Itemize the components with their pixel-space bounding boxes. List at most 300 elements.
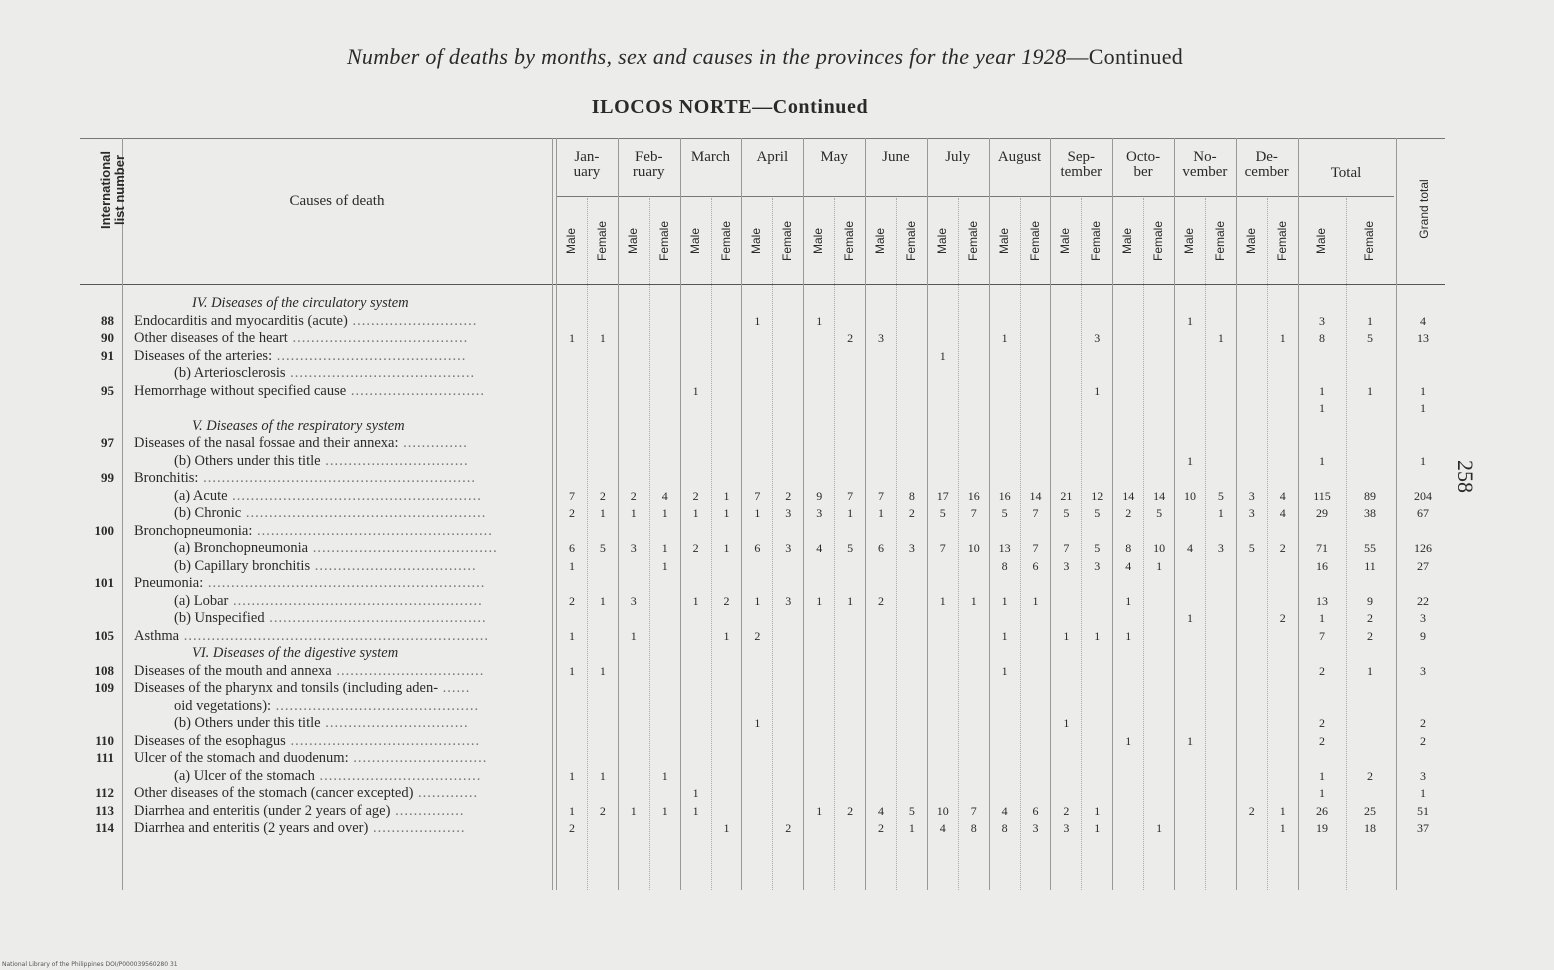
- total-header: Total: [1330, 165, 1362, 181]
- total-male-value: 16: [1316, 558, 1328, 573]
- column-rule: [1298, 138, 1299, 890]
- month-value: 3: [1094, 331, 1101, 345]
- month-value: 4: [1001, 803, 1008, 818]
- month-value: 1: [816, 313, 823, 328]
- month-value: 13: [998, 541, 1011, 555]
- month-value: 4: [1125, 558, 1132, 573]
- cause-text: (b) Chronic: [174, 505, 242, 521]
- male-subheader: Male: [811, 228, 826, 255]
- province-subtitle: ILOCOS NORTE—Continued: [591, 96, 869, 118]
- total-male-value: 115: [1313, 488, 1331, 503]
- month-header: De- cember: [1244, 149, 1289, 180]
- month-value: 1: [847, 506, 854, 520]
- grand-total-value: 2: [1420, 733, 1426, 748]
- male-subheader: Male: [687, 228, 702, 255]
- female-subheader: Female: [965, 221, 980, 262]
- month-value: 1: [1279, 331, 1286, 345]
- month-value: 2: [630, 488, 637, 503]
- month-value: 1: [1187, 611, 1193, 625]
- month-value: 1: [569, 331, 575, 345]
- month-value: 1: [754, 313, 761, 328]
- month-value: 3: [630, 593, 637, 608]
- list-number: 114: [95, 820, 114, 835]
- deaths-table: [80, 138, 1445, 890]
- month-value: 1: [970, 593, 977, 608]
- leader-dots: ......: [438, 680, 471, 696]
- month-value: 3: [1248, 506, 1255, 520]
- total-female-value: 5: [1367, 331, 1373, 345]
- month-header: June: [882, 149, 910, 165]
- female-subheader: Female: [1274, 221, 1289, 262]
- grand-total-value: 3: [1420, 768, 1426, 783]
- cause-label: [134, 384, 485, 398]
- grand-total-value: 13: [1417, 331, 1429, 345]
- month-header: Jan- uary: [573, 149, 601, 180]
- male-subheader: Male: [625, 228, 640, 255]
- total-female-value: 2: [1367, 768, 1373, 783]
- month-value: 3: [816, 506, 823, 520]
- month-value: 17: [936, 488, 949, 503]
- list-number: 113: [95, 802, 114, 818]
- month-value: 1: [1063, 716, 1070, 730]
- month-value: 1: [1156, 821, 1163, 835]
- leader-dots: ...............................................: [264, 610, 487, 626]
- total-male-value: 13: [1316, 593, 1328, 608]
- month-value: 1: [1279, 821, 1286, 835]
- month-value: 1: [1156, 558, 1163, 573]
- list-number: 99: [101, 470, 114, 485]
- month-value: 2: [569, 506, 575, 520]
- cause-text: Bronchopneumonia:: [134, 522, 253, 539]
- grand-total-value: 1: [1420, 453, 1426, 468]
- total-male-value: 3: [1319, 313, 1325, 328]
- month-value: 5: [1156, 506, 1163, 520]
- total-male-value: 1: [1319, 401, 1325, 415]
- grand-total-value: 37: [1417, 821, 1429, 835]
- month-value: 2: [878, 821, 884, 835]
- month-value: 1: [1125, 733, 1132, 748]
- cause-text: V. Diseases of the respiratory system: [192, 417, 405, 434]
- month-value: 5: [847, 541, 854, 555]
- cause-text: Diarrhea and enteritis (under 2 years of age): [134, 802, 391, 819]
- male-subheader: Male: [1120, 228, 1135, 255]
- list-number: 91: [101, 347, 114, 363]
- cause-label: [134, 821, 465, 835]
- total-female-value: 2: [1367, 611, 1373, 625]
- grand-total-value: 22: [1417, 593, 1429, 608]
- cause-label: [134, 786, 478, 800]
- month-value: 1: [1094, 821, 1101, 835]
- leader-dots: ...........................: [347, 312, 478, 329]
- total-male-subheader: Male: [1314, 228, 1328, 255]
- month-value: 4: [878, 803, 884, 818]
- month-value: 6: [754, 541, 761, 555]
- month-value: 4: [1279, 506, 1286, 520]
- month-value: 1: [599, 768, 606, 783]
- month-value: 2: [1248, 803, 1255, 818]
- total-female-value: 55: [1364, 541, 1376, 555]
- month-value: 2: [754, 628, 761, 643]
- grand-rule: [1396, 138, 1397, 890]
- leader-dots: ...............: [390, 802, 465, 819]
- cause-text: Hemorrhage without specified cause: [134, 382, 347, 399]
- month-value: 1: [816, 593, 823, 608]
- month-value: 1: [599, 331, 606, 345]
- list-number: 100: [94, 522, 114, 538]
- female-subheader: Female: [656, 221, 671, 262]
- grand-total-value: 1: [1420, 786, 1426, 800]
- leader-dots: ..................................................................: [179, 627, 489, 644]
- cause-text: Bronchitis:: [134, 470, 199, 486]
- female-subheader: Female: [903, 221, 918, 262]
- cause-label: [134, 751, 487, 765]
- month-header: No- vember: [1182, 149, 1228, 180]
- list-number: 105: [94, 627, 114, 643]
- list-number-header: International list number: [98, 151, 127, 230]
- cause-text: Diseases of the esophagus: [134, 732, 286, 749]
- page-number: 258: [1453, 460, 1478, 493]
- month-value: 1: [630, 803, 637, 818]
- leader-dots: ....................................................: [241, 505, 487, 521]
- female-subheader: Female: [1212, 221, 1227, 262]
- cause-label: [174, 506, 486, 520]
- female-subheader: Female: [718, 221, 733, 262]
- total-split-rule: [1346, 198, 1347, 890]
- total-male-value: 1: [1319, 383, 1325, 398]
- total-male-value: 1: [1319, 611, 1325, 625]
- month-value: 4: [1187, 541, 1193, 555]
- cause-label: [174, 541, 498, 555]
- month-value: 1: [1217, 506, 1224, 520]
- month-value: 1: [569, 803, 575, 818]
- month-value: 7: [1032, 541, 1039, 555]
- cause-label: [174, 769, 481, 783]
- month-value: 14: [1029, 488, 1042, 503]
- cause-text: (a) Ulcer of the stomach: [174, 767, 315, 784]
- month-value: 1: [569, 628, 575, 643]
- cause-label: [174, 559, 477, 573]
- month-value: 10: [936, 803, 949, 818]
- total-female-value: 1: [1367, 313, 1373, 328]
- month-value: 1: [1001, 331, 1008, 345]
- month-value: 1: [816, 803, 823, 818]
- month-value: 2: [1279, 611, 1286, 625]
- month-value: 3: [630, 541, 637, 555]
- month-value: 2: [908, 506, 915, 520]
- cause-label: [174, 699, 479, 713]
- month-value: 1: [1001, 628, 1008, 643]
- cause-text: (b) Unspecified: [174, 610, 265, 626]
- cause-label: [134, 471, 476, 485]
- list-number: 109: [94, 680, 114, 695]
- month-value: 2: [847, 331, 854, 345]
- leader-dots: .............................: [346, 382, 485, 399]
- female-subheader: Female: [1151, 221, 1166, 262]
- cause-text: (b) Others under this title: [174, 715, 321, 731]
- month-value: 2: [1063, 803, 1070, 818]
- month-value: 7: [1063, 541, 1070, 555]
- cause-label: [134, 629, 489, 643]
- cause-label: [134, 314, 477, 328]
- month-value: 1: [692, 593, 699, 608]
- month-value: 2: [692, 541, 699, 555]
- month-value: 1: [754, 506, 761, 520]
- cause-label: [174, 611, 487, 625]
- month-value: 5: [1063, 506, 1070, 520]
- section-heading: [192, 296, 409, 310]
- cause-text: Other diseases of the stomach (cancer excepted): [134, 785, 414, 801]
- month-value: 6: [878, 541, 884, 555]
- month-value: 1: [692, 383, 699, 398]
- grand-total-value: 51: [1417, 803, 1429, 818]
- month-header: Octo- ber: [1126, 149, 1161, 180]
- month-value: 3: [1217, 541, 1224, 555]
- leader-dots: ........................................: [285, 365, 476, 381]
- month-value: 5: [1094, 506, 1101, 520]
- footer-credit: National Library of the Philippines DOI/P000039560280 31: [2, 961, 178, 968]
- male-subheader: Male: [873, 228, 887, 255]
- cause-text: (a) Acute: [174, 487, 228, 504]
- cause-text: Diseases of the nasal fossae and their annexa:: [134, 435, 399, 451]
- month-value: 1: [692, 803, 699, 818]
- month-value: 6: [1032, 803, 1039, 818]
- month-value: 1: [1125, 628, 1132, 643]
- month-value: 8: [1001, 558, 1008, 573]
- month-value: 1: [1217, 331, 1224, 345]
- cause-text: Diseases of the mouth and annexa: [134, 662, 332, 679]
- column-rule: [1174, 138, 1175, 890]
- cause-label: [134, 331, 468, 345]
- female-subheader: Female: [780, 221, 795, 262]
- leader-dots: ...................................................: [252, 522, 493, 539]
- month-value: 10: [967, 541, 980, 555]
- male-subheader: Male: [934, 228, 949, 255]
- total-female-value: 38: [1364, 506, 1376, 520]
- leader-dots: ............................................: [271, 697, 480, 714]
- month-value: 10: [1153, 541, 1166, 555]
- grand-total-value: 1: [1420, 401, 1426, 415]
- cause-text: Endocarditis and myocarditis (acute): [134, 312, 348, 329]
- total-male-value: 7: [1319, 628, 1325, 643]
- month-value: 1: [908, 821, 915, 835]
- month-value: 1: [723, 821, 730, 835]
- month-value: 3: [785, 541, 792, 555]
- cause-label: [134, 681, 470, 695]
- female-subheader: Female: [1027, 221, 1042, 262]
- month-value: 2: [1279, 541, 1286, 555]
- month-value: 6: [569, 541, 575, 555]
- month-value: 7: [754, 488, 761, 503]
- grand-total-value: 4: [1420, 313, 1426, 328]
- month-value: 2: [785, 488, 792, 503]
- list-col-rule: [122, 138, 123, 890]
- month-value: 1: [1279, 803, 1286, 818]
- month-value: 2: [569, 821, 575, 835]
- grand-total-value: 9: [1420, 628, 1426, 643]
- month-value: 1: [754, 593, 761, 608]
- title-continued: —Continued: [1066, 44, 1184, 69]
- male-subheader: Male: [749, 228, 764, 255]
- month-value: 1: [661, 541, 668, 555]
- month-value: 1: [599, 593, 606, 608]
- total-female-value: 89: [1364, 488, 1376, 503]
- total-male-value: 19: [1316, 821, 1328, 835]
- month-value: 7: [569, 488, 575, 503]
- month-value: 2: [723, 593, 730, 608]
- total-female-value: 1: [1367, 383, 1373, 398]
- total-male-value: 8: [1319, 331, 1325, 345]
- month-value: 8: [1001, 821, 1008, 835]
- list-number: 88: [101, 312, 114, 328]
- leader-dots: ......................................: [287, 330, 469, 346]
- month-value: 5: [1217, 488, 1224, 503]
- month-value: 7: [1032, 506, 1039, 520]
- grand-total-value: 2: [1420, 716, 1426, 730]
- cause-label: [134, 436, 468, 450]
- total-male-value: 1: [1319, 453, 1325, 468]
- month-value: 1: [599, 663, 606, 678]
- month-value: 3: [1032, 821, 1039, 835]
- month-value: 1: [661, 506, 668, 520]
- month-value: 7: [847, 488, 854, 503]
- month-value: 1: [1094, 628, 1101, 643]
- leader-dots: ......................................................: [228, 592, 483, 609]
- month-value: 14: [1122, 488, 1135, 503]
- month-header: April: [756, 149, 789, 165]
- section-heading: [192, 419, 405, 433]
- cause-text: oid vegetations):: [174, 697, 272, 714]
- month-value: 1: [630, 628, 637, 643]
- month-value: 2: [599, 488, 606, 503]
- male-subheader: Male: [564, 228, 578, 255]
- month-value: 12: [1091, 488, 1104, 503]
- total-male-value: 2: [1319, 716, 1325, 730]
- cause-label: [134, 664, 484, 678]
- cause-label: [134, 804, 464, 818]
- month-value: 1: [1187, 733, 1193, 748]
- cause-text: Other diseases of the heart: [134, 330, 288, 346]
- cause-label: [134, 734, 480, 748]
- month-value: 1: [723, 628, 730, 643]
- month-value: 5: [1248, 541, 1255, 555]
- leader-dots: ..............: [398, 435, 468, 451]
- month-value: 2: [692, 488, 699, 503]
- month-value: 3: [1063, 821, 1070, 835]
- male-subheader: Male: [1182, 228, 1196, 255]
- section-heading: [192, 646, 398, 660]
- month-value: 1: [661, 768, 668, 783]
- month-value: 21: [1060, 488, 1073, 503]
- month-value: 2: [785, 821, 792, 835]
- month-value: 1: [1187, 313, 1193, 328]
- month-value: 5: [939, 506, 946, 520]
- total-female-value: 2: [1367, 628, 1373, 643]
- cause-label: [174, 489, 482, 503]
- cause-text: Diarrhea and enteritis (2 years and over): [134, 820, 369, 836]
- list-number: 101: [94, 575, 114, 590]
- total-male-value: 26: [1316, 803, 1328, 818]
- list-number: 97: [101, 435, 114, 450]
- month-value: 16: [967, 488, 980, 503]
- total-male-value: 71: [1316, 541, 1328, 555]
- grand-total-header: Grand total: [1417, 179, 1431, 239]
- female-subheader: Female: [842, 221, 857, 262]
- grand-total-value: 27: [1417, 558, 1429, 573]
- month-header: May: [820, 149, 848, 165]
- cause-text: IV. Diseases of the circulatory system: [192, 295, 409, 311]
- page-title: [250, 44, 1280, 70]
- male-subheader: Male: [1058, 228, 1073, 255]
- month-value: 1: [1094, 383, 1101, 398]
- header-bottom-rule: [80, 284, 1445, 285]
- month-value: 10: [1184, 488, 1196, 503]
- cause-text: (b) Arteriosclerosis: [174, 365, 286, 381]
- month-value: 3: [1248, 488, 1255, 503]
- month-value: 7: [970, 506, 977, 520]
- month-value: 1: [1063, 628, 1070, 643]
- month-value: 1: [939, 348, 946, 363]
- leader-dots: ....................: [368, 820, 466, 836]
- total-male-value: 2: [1319, 663, 1325, 678]
- list-number: 108: [94, 662, 114, 678]
- month-value: 1: [723, 541, 730, 555]
- cause-label: [134, 349, 466, 363]
- title-main: Number of deaths by months, sex and causes in the provinces for the year 1928: [346, 44, 1067, 69]
- grand-total-value: 3: [1420, 663, 1426, 678]
- month-value: 2: [1125, 506, 1132, 520]
- month-value: 1: [569, 768, 575, 783]
- month-value: 8: [1125, 541, 1132, 555]
- month-value: 3: [785, 593, 792, 608]
- cause-label: [174, 454, 469, 468]
- month-value: 1: [1094, 803, 1101, 818]
- month-value: 1: [1001, 593, 1008, 608]
- cause-text: Pneumonia:: [134, 575, 204, 591]
- month-value: 1: [939, 593, 946, 608]
- month-value: 7: [878, 488, 884, 503]
- leader-dots: .............................: [348, 750, 488, 766]
- list-number: 95: [101, 382, 114, 398]
- month-value: 16: [998, 488, 1011, 503]
- month-value: 14: [1153, 488, 1166, 503]
- male-subheader: Male: [996, 228, 1011, 255]
- grand-total-value: 126: [1414, 541, 1432, 555]
- list-number: 110: [95, 732, 114, 748]
- month-value: 1: [723, 506, 730, 520]
- causes-header: Causes of death: [289, 193, 385, 209]
- month-value: 1: [723, 488, 730, 503]
- header-top-rule: [80, 138, 1445, 139]
- month-value: 8: [970, 821, 977, 835]
- total-female-value: 9: [1367, 593, 1373, 608]
- month-value: 1: [878, 506, 884, 520]
- total-female-value: 18: [1364, 821, 1376, 835]
- leader-dots: ...................................: [314, 767, 482, 784]
- leader-dots: .........................................: [285, 732, 481, 749]
- month-value: 1: [599, 506, 606, 520]
- total-male-value: 2: [1319, 733, 1325, 748]
- month-value: 1: [661, 803, 668, 818]
- cause-text: (a) Bronchopneumonia: [174, 540, 309, 556]
- cause-col-rule: [552, 138, 553, 890]
- grand-total-value: 204: [1414, 488, 1432, 503]
- list-number: 111: [95, 750, 114, 765]
- month-value: 3: [1063, 558, 1070, 573]
- grand-total-value: 3: [1420, 611, 1426, 625]
- total-male-value: 29: [1316, 506, 1328, 520]
- month-value: 3: [908, 541, 915, 555]
- month-header: March: [690, 149, 731, 165]
